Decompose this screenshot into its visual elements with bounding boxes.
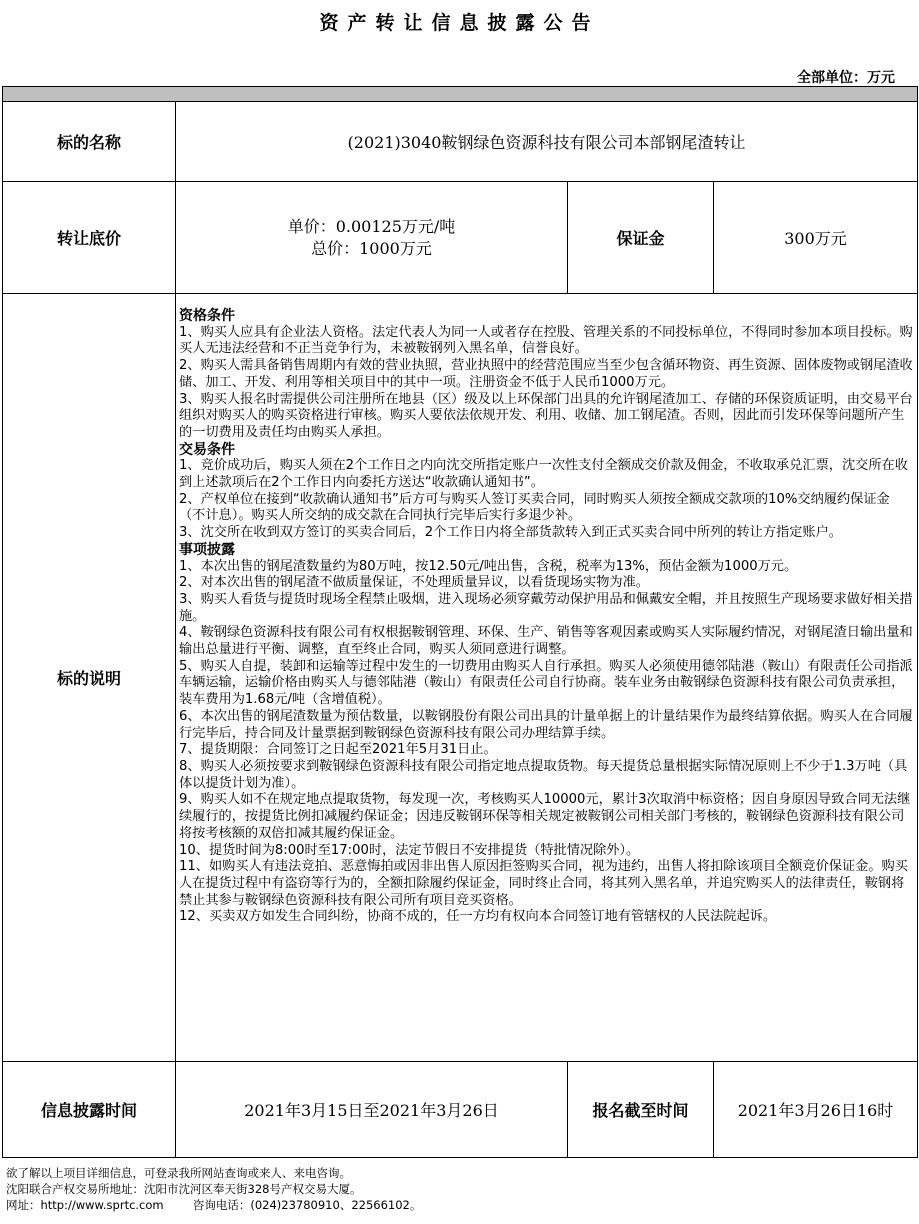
price-values [175,182,567,293]
reserve-price-label: 转让底价 [56,229,121,248]
footer-address: 沈阳联合产权交易所地址：沈阳市沈河区奉天街328号产权交易大厦。 [6,1182,362,1196]
disclosure-item: 11、如购买人有违法竞拍、恶意悔拍或因非出售人原因拒签购买合同，视为违约，出售人将扣除该项目全额竞价保证金。购买人在提货过程中有盗窃等行为的，全额扣除履约保证金，同时终止合同，将其列入黑名单，并追究购买人的法律责任，鞍钢将禁止其参与鞍钢绿色资源科技有限公司所有项目竞买资格。 [179,859,908,908]
disclosure-item: 5、购买人自提，装卸和运输等过程中发生的一切费用由购买人自行承担。购买人必须使用德邻陆港（鞍山）有限责任公司指派车辆运输，运输价格由购买人与德邻陆港（鞍山）有限责任公司自行协商。装车业务由鞍钢绿色资源科技有限公司负责承担，装车费用为1.68元/吨（含增值税）。 [179,658,913,708]
deadline-label: 报名截至时间 [567,1062,713,1157]
deadline-value: 2021年3月26日16时 [713,1062,917,1157]
disclosure-item: 9、购买人如不在规定地点提取货物，每发现一次，考核购买人10000元，累计3次取消中标资格；因自身原因导致合同无法继续履行的，按提货比例扣减履约保证金；因违反鞍钢环保等相关规定被鞍钢公司相关部门考核的，鞍钢绿色资源科技有限公司将按考核额的双倍扣减其履约保证金。 [179,792,911,841]
disclosure-item: 1、本次出售的钢尾渣数量约为80万吨，按12.50元/吨出售，含税，税率为13%，预估金额为1000万元。 [179,558,798,574]
footer-contact: 网址：http://www.sprtc.com 咨询电话：(024)23780910、22566102。 [6,1198,422,1212]
disclosure-item: 7、提货期限：合同签订之日起至2021年5月31日止。 [179,742,497,758]
disclosure-heading: 事项披露 [179,541,235,558]
subject-name-value: (2021)3040鞍钢绿色资源科技有限公司本部钢尾渣转让 [175,102,917,181]
disclosure-item: 12、买卖双方如发生合同纠纷，协商不成的，任一方均有权向本合同签订地有管辖权的人民法院起诉。 [179,909,777,925]
deposit-label: 保证金 [567,182,713,293]
qualification-item: 2、购买人需具备销售周期内有效的营业执照，营业执照中的经营范围应当至少包含循环物资、再生资源、固体废物或钢尾渣收储、加工、开发、利用等相关项目中的其中一项。注册资金不低于人民币1000万元。 [179,358,913,390]
footer-line: 欲了解以上项目详细信息，可登录我所网站查询或来人、来电咨询。 [6,1166,351,1180]
trade-item: 3、沈交所在收到双方签订的买卖合同后，2个工作日内将全部货款转入到正式买卖合同中所列的转让方指定账户。 [179,525,842,541]
trade-item: 2、产权单位在接到“收款确认通知书”后方可与购买人签订买卖合同，同时购买人须按全额成交款项的10%交纳履约保证金（不计息）。购买人所交纳的成交款在合同执行完毕后实行多退少补。 [179,491,890,524]
disclosure-time-value: 2021年3月15日至2021年3月26日 [175,1062,567,1157]
subject-name-label: 标的名称 [56,133,121,152]
unit-note: 全部单位：万元 [797,70,895,86]
trade-item: 1、竞价成功后，购买人须在2个工作日之内向沈交所指定账户一次性支付全额成交价款及佣金，不收取承兑汇票，沈交所在收到上述款项后在2个工作日内向委托方送达“收款确认通知书”。 [179,458,908,491]
disclosure-time-label: 信息披露时间 [40,1101,137,1120]
disclosure-item: 4、鞍钢绿色资源科技有限公司有权根据鞍钢管理、环保、生产、销售等客观因素或购买人实际履约情况，对钢尾渣日输出量和输出总量进行平衡、调整，直至终止合同，购买人须同意进行调整。 [179,625,913,658]
total-price: 总价：1000万元 [311,238,432,258]
unit-price: 单价：0.00125万元/吨 [287,216,456,236]
page-title: 资产转让信息披露公告 [319,12,600,34]
row-description [2,294,918,1062]
description-label: 标的说明 [56,669,121,688]
deposit-value: 300万元 [713,182,917,293]
disclosure-item: 3、购买人看货与提货时现场全程禁止吸烟，进入现场必须穿戴劳动保护用品和佩戴安全帽，并且按照生产现场要求做好相关措施。 [179,591,913,624]
disclosure-item: 8、购买人必须按要求到鞍钢绿色资源科技有限公司指定地点提取货物。每天提货总量根据实际情况原则上不少于1.3万吨（具体以提货计划为准）。 [179,758,908,791]
row-disclosure-time [2,1062,918,1158]
qualification-item: 3、购买人报名时需提供公司注册所在地县（区）级及以上环保部门出具的允许钢尾渣加工、存储的环保资质证明，由交易平台组织对购买人的购买资格进行审核。购买人要依法依规开发、利用、收储、加工钢尾渣。否则，因此而引发环保等问题所产生的一切费用及责任均由购买人承担。 [179,391,913,440]
qualification-item: 1、购买人应具有企业法人资格。法定代表人为同一人或者存在控股、管理关系的不同投标单位，不得同时参加本项目投标。购买人无违法经营和不正当竞争行为，未被鞍钢列入黑名单，信誉良好。 [179,324,913,357]
disclosure-item: 2、对本次出售的钢尾渣不做质量保证，不处理质量异议，以看货现场实物为准。 [179,575,649,591]
qualification-heading: 资格条件 [179,308,235,324]
row-reserve-price [2,182,918,294]
disclosure-item: 10、提货时间为8:00时至17:00时，法定节假日不安排提货（特批情况除外）。 [179,842,640,858]
footer [6,1165,421,1213]
header-bar [2,86,918,102]
row-subject-name [2,102,918,182]
description-content [175,294,917,1061]
trade-heading: 交易条件 [179,441,235,458]
disclosure-item: 6、本次出售的钢尾渣数量为预估数量，以鞍钢股份有限公司出具的计量单据上的计量结果作为最终结算依据。购买人在合同履行完毕后，持合同及计量票据到鞍钢绿色资源科技有限公司办理结算手续。 [179,708,913,741]
